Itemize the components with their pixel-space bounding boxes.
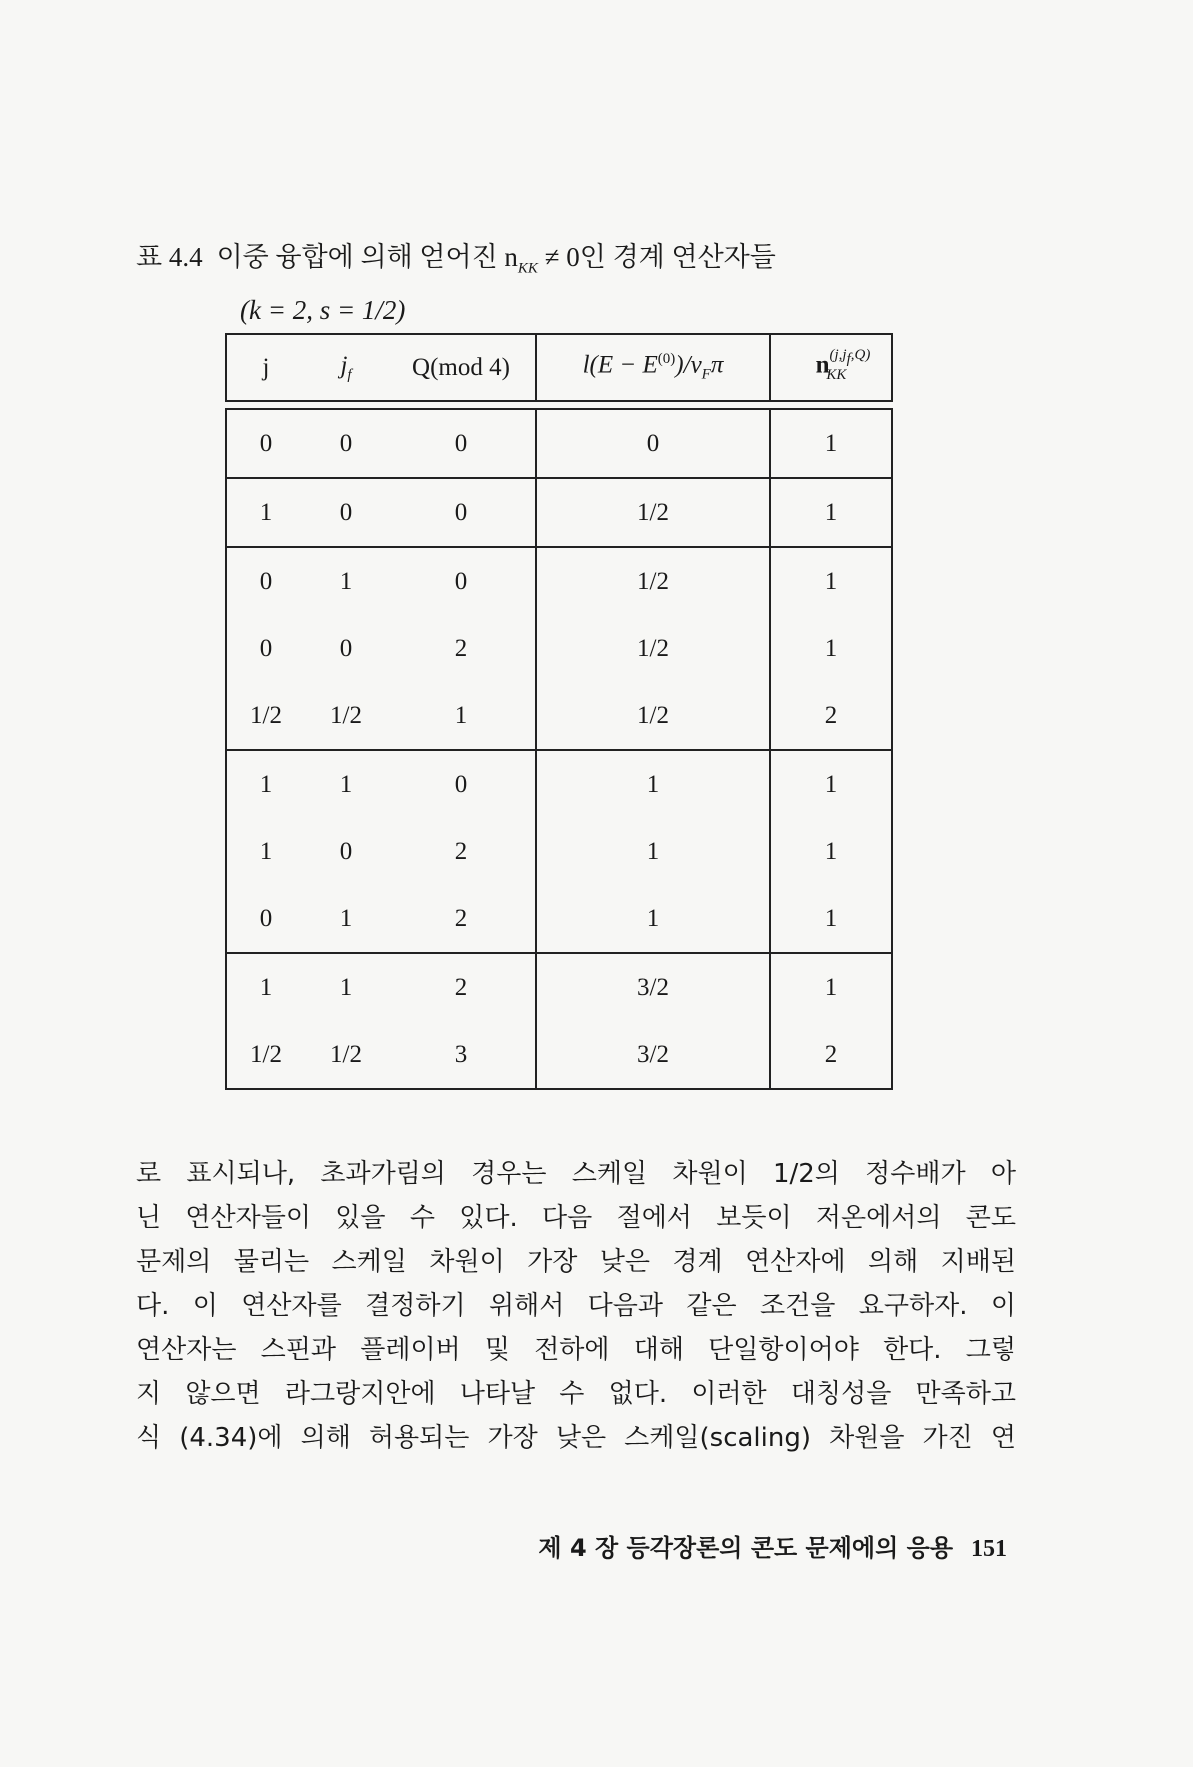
header-q: Q(mod 4) (387, 334, 536, 401)
table-cell: 0 (339, 634, 353, 662)
table-cell: 1 (536, 818, 770, 885)
header-n: $n^{(j,j_f,Q)}_{KK}$ (770, 334, 892, 401)
table-row (226, 885, 892, 953)
table-cell: 0 (387, 478, 536, 547)
table-cell: 1 (305, 953, 387, 1021)
table-row (226, 409, 892, 478)
table-row (226, 615, 892, 682)
table-cell: 0 (305, 478, 387, 547)
table-cell: 1 (339, 904, 353, 932)
table-row (226, 682, 892, 750)
table-cell: 1 (226, 478, 305, 547)
table-row (226, 818, 892, 885)
table-header-row (226, 334, 892, 401)
header-energy: $l(E - E^{(0)})/v_F\pi$ (536, 334, 770, 401)
caption-label: 표 4.4 (136, 242, 203, 272)
body-line: 연산자는 스핀과 플레이버 및 전하에 대해 단일항이어야 한다. 그렇 (136, 1335, 1016, 1365)
table-row (226, 478, 892, 547)
table-cell: 0 (226, 615, 305, 682)
body-line: 지 않으면 라그랑지안에 나타날 수 없다. 이러한 대칭성을 만족하고 (136, 1379, 1016, 1409)
table-cell: 1/2 (536, 478, 770, 547)
table-row (226, 953, 892, 1021)
table-caption (136, 236, 776, 331)
table-cell: 1 (770, 750, 892, 818)
running-head: 제 4 장 등각장론의 콘도 문제에의 응용 (538, 1534, 953, 1562)
table-cell: 1/2 (305, 1021, 387, 1089)
table-cell: 1/2 (536, 615, 770, 682)
table-cell: 1 (770, 615, 892, 682)
caption-params: (k = 2, s = 1/2) (240, 295, 406, 326)
table-cell: 1 (770, 818, 892, 885)
table-cell: 0 (226, 547, 305, 615)
table-cell: 0 (387, 547, 536, 615)
body-line: 닌 연산자들이 있을 수 있다. 다음 절에서 보듯이 저온에서의 콘도 (136, 1203, 1016, 1233)
table-cell: 0 (226, 885, 305, 953)
table-cell: 1 (305, 750, 387, 818)
table-cell: 0 (536, 409, 770, 478)
table-cell: 1 (536, 750, 770, 818)
table-cell: 0 (305, 409, 387, 478)
table-cell: 2 (770, 682, 892, 750)
table-cell: 1/2 (226, 682, 305, 750)
table-cell: 2 (770, 1021, 892, 1089)
table-cell: 1 (305, 547, 387, 615)
table-cell: 3/2 (536, 1021, 770, 1089)
table-cell: 3 (387, 1021, 536, 1089)
table-cell: 1/2 (536, 682, 770, 750)
header-jf: $j_f$ (305, 334, 387, 401)
boundary-operator-table (225, 333, 893, 1090)
header-j: j (226, 334, 305, 401)
table-cell: 0 (339, 837, 353, 865)
table-cell: 2 (387, 818, 536, 885)
table-cell: 1 (226, 818, 305, 885)
table-cell: 1 (536, 885, 770, 953)
table-cell: 1/2 (536, 547, 770, 615)
table-row (226, 547, 892, 615)
table-cell: 1 (770, 478, 892, 547)
table-cell: 1 (770, 409, 892, 478)
table-cell: 1 (226, 953, 305, 1021)
body-line: 식 (4.34)에 의해 허용되는 가장 낮은 스케일(scaling) 차원을 가진 연 (136, 1423, 1016, 1453)
table-cell: 3/2 (536, 953, 770, 1021)
body-line: 로 표시되나, 초과가림의 경우는 스케일 차원이 1/2의 정수배가 아 (136, 1159, 1016, 1189)
page-number: 151 (971, 1536, 1007, 1562)
table-cell: 2 (387, 615, 536, 682)
table-cell: 0 (226, 409, 305, 478)
table-cell: 1 (770, 953, 892, 1021)
table-cell: 1 (387, 682, 536, 750)
table-cell: 1 (770, 885, 892, 953)
page-footer (538, 1528, 1007, 1563)
table-cell: 1 (770, 547, 892, 615)
table-cell: 1/2 (330, 701, 362, 729)
body-line: 다. 이 연산자를 결정하기 위해서 다음과 같은 조건을 요구하자. 이 (136, 1291, 1016, 1321)
table-cell: 0 (387, 750, 536, 818)
body-line: 문제의 물리는 스케일 차원이 가장 낮은 경계 연산자에 의해 지배된 (136, 1247, 1016, 1277)
body-paragraph (136, 1152, 1016, 1460)
table-body (226, 401, 892, 1089)
table-cell: 2 (387, 953, 536, 1021)
table-cell: 1/2 (226, 1021, 305, 1089)
table-row (226, 1021, 892, 1089)
table-cell: 1 (226, 750, 305, 818)
table-cell: 0 (387, 409, 536, 478)
table-cell: 2 (387, 885, 536, 953)
table-row (226, 750, 892, 818)
caption-title: 이중 융합에 의해 얻어진 $n_{KK} \ne 0$인 경계 연산자들 (216, 242, 776, 277)
